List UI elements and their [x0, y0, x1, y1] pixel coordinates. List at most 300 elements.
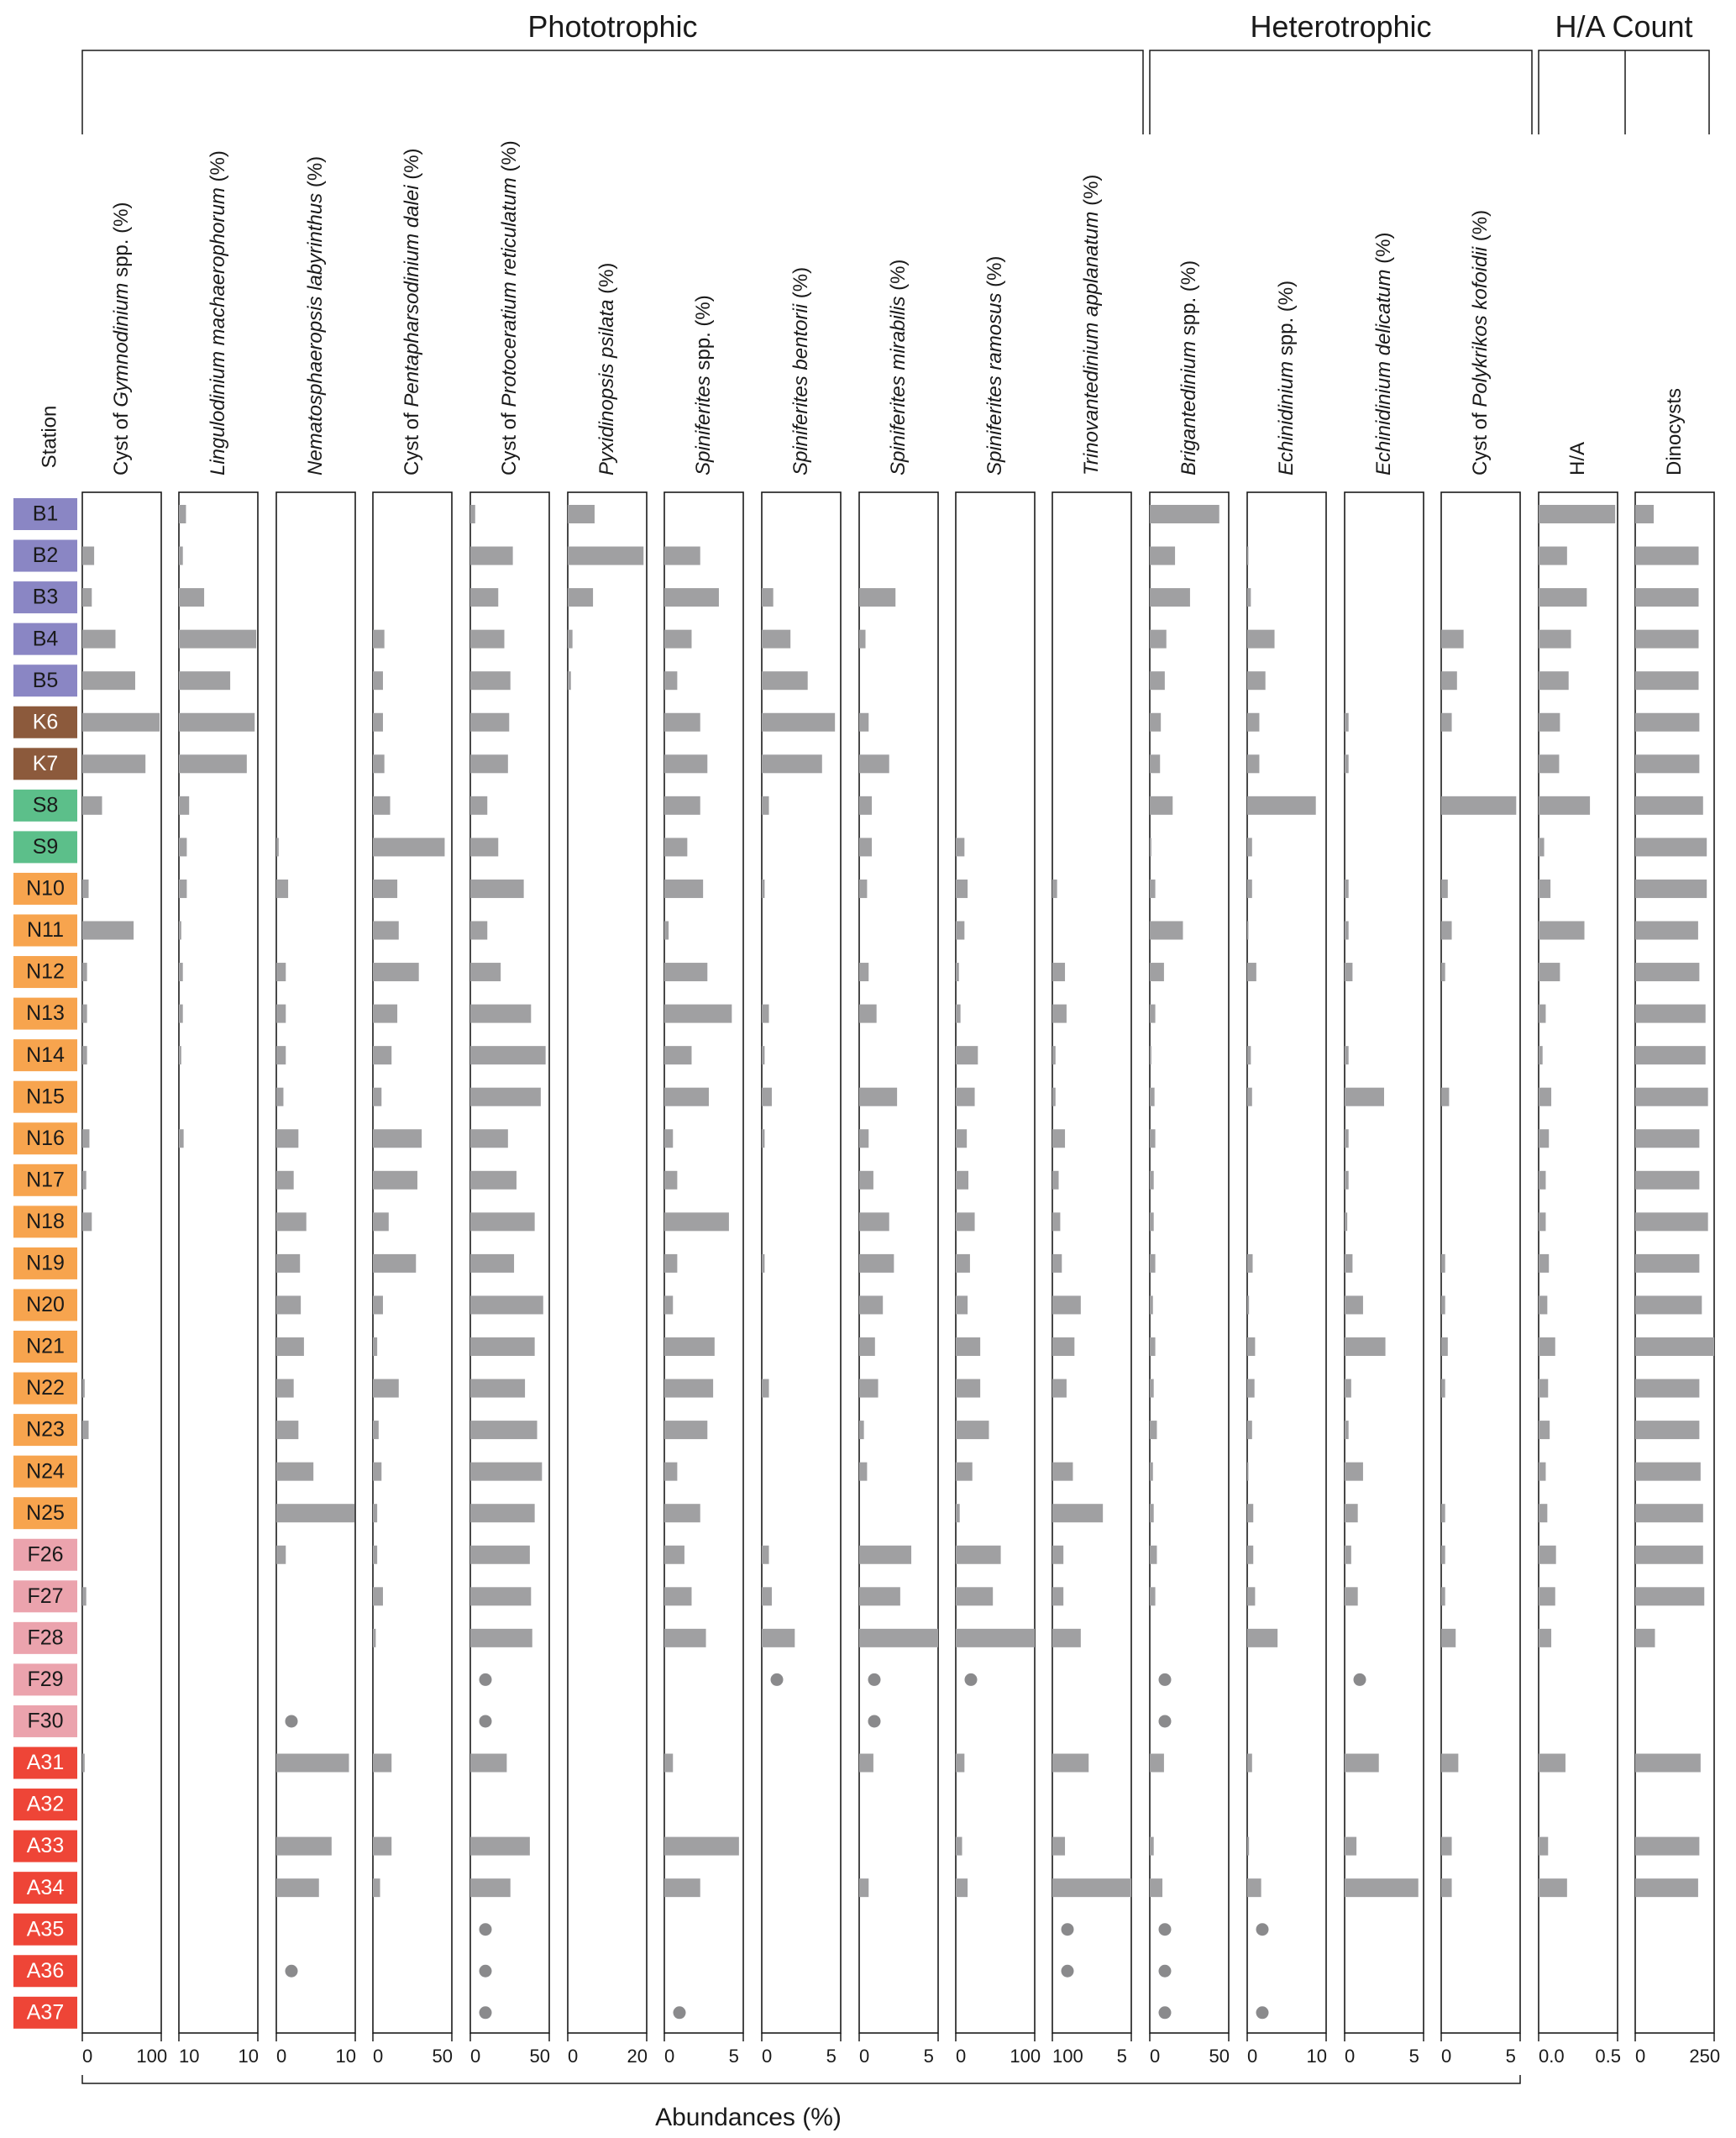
station-n17 — [13, 1164, 77, 1196]
bar — [470, 1587, 531, 1605]
bar — [1635, 1088, 1708, 1106]
bar — [1539, 1587, 1555, 1605]
station-f28 — [13, 1622, 77, 1654]
bar — [1345, 1587, 1358, 1605]
bar — [1635, 1504, 1703, 1522]
bar — [373, 1463, 381, 1481]
bar — [276, 1005, 286, 1023]
bar — [1539, 1295, 1547, 1314]
panel-3 — [276, 492, 356, 2067]
station-label: A37 — [26, 2000, 65, 2025]
bar — [470, 922, 487, 940]
bar — [82, 713, 160, 732]
bar — [179, 838, 186, 856]
station-label: N19 — [26, 1251, 65, 1275]
bar — [1441, 1837, 1452, 1856]
bar — [1539, 1379, 1548, 1398]
bar — [82, 1587, 87, 1605]
bar — [956, 1046, 978, 1064]
bar — [664, 1212, 729, 1231]
tick-label: 10 — [335, 2046, 356, 2067]
bar — [664, 1171, 677, 1190]
bar — [1150, 1837, 1154, 1856]
bar — [1150, 1212, 1154, 1231]
bar — [1247, 1379, 1255, 1398]
bar — [956, 880, 968, 898]
bar — [373, 1546, 377, 1564]
bar — [1539, 1504, 1547, 1522]
station-k6 — [13, 707, 77, 738]
bar — [1635, 963, 1699, 981]
panel-16 — [1539, 492, 1621, 2067]
bar — [664, 1129, 673, 1148]
bar — [1052, 1754, 1088, 1773]
bar — [1635, 1295, 1702, 1314]
bar — [179, 547, 183, 565]
bar — [470, 547, 513, 565]
bar — [1635, 713, 1699, 732]
bar — [1441, 922, 1452, 940]
bar — [1052, 1379, 1067, 1398]
label-part: Brigantedinium — [1177, 340, 1201, 475]
bar — [956, 1587, 993, 1605]
bar — [664, 1463, 677, 1481]
bar — [1635, 1463, 1701, 1481]
bar — [1150, 1005, 1156, 1023]
panel-9 — [859, 492, 938, 2067]
bar — [1441, 1878, 1452, 1897]
bar — [276, 1504, 354, 1522]
station-label: N23 — [26, 1417, 65, 1442]
station-a32 — [13, 1789, 77, 1820]
bar — [373, 1878, 380, 1897]
presence-dot — [1159, 1715, 1172, 1727]
station-label: B5 — [32, 668, 59, 692]
bar — [1150, 1171, 1154, 1190]
bar — [1345, 713, 1349, 732]
station-n21 — [13, 1331, 77, 1363]
bar — [859, 880, 867, 898]
bar — [1345, 1129, 1349, 1148]
bar — [1052, 1212, 1060, 1231]
bar — [276, 1379, 294, 1398]
station-n23 — [13, 1414, 77, 1446]
bar — [276, 1878, 319, 1897]
bar — [1539, 796, 1590, 815]
bar — [470, 1837, 530, 1856]
column-label-5 — [498, 140, 521, 475]
bar — [664, 1379, 713, 1398]
bar — [373, 1837, 391, 1856]
label-part: Echinidinium — [1275, 360, 1298, 475]
bar — [1345, 754, 1349, 773]
bar — [470, 1629, 532, 1647]
bar — [956, 1337, 980, 1356]
bar — [82, 1754, 85, 1773]
bar — [1635, 838, 1707, 856]
bar — [956, 1212, 975, 1231]
presence-dot — [480, 1965, 492, 1978]
bar — [1345, 1254, 1352, 1273]
bar — [762, 1005, 769, 1023]
tick-label: 0 — [1441, 2046, 1452, 2067]
bar — [179, 505, 186, 523]
bar — [1247, 1587, 1255, 1605]
bar — [1441, 880, 1448, 898]
tick-label: 0 — [762, 2046, 773, 2067]
bar — [1441, 630, 1464, 649]
station-label: A35 — [26, 1917, 65, 1941]
bar — [470, 630, 504, 649]
bar — [956, 963, 959, 981]
bar — [1052, 1295, 1081, 1314]
station-n10 — [13, 873, 77, 905]
station-label: N25 — [26, 1500, 65, 1525]
bar — [859, 1337, 875, 1356]
bar — [373, 754, 385, 773]
label-part: Protoceratium reticulatum — [498, 177, 522, 407]
bar — [1247, 630, 1275, 649]
station-n22 — [13, 1373, 77, 1405]
bar — [859, 1171, 873, 1190]
bar — [956, 1504, 960, 1522]
bar — [956, 1088, 975, 1106]
bar — [1150, 1046, 1151, 1064]
bar — [664, 1295, 673, 1314]
tick-label: 0 — [956, 2046, 967, 2067]
label-part: (%) — [887, 259, 910, 297]
label-part: (%) — [498, 140, 522, 178]
bar — [470, 796, 487, 815]
station-label: F26 — [27, 1542, 64, 1567]
bar — [276, 1463, 313, 1481]
bar — [1150, 1379, 1154, 1398]
bar — [276, 1129, 298, 1148]
tick-label: 20 — [627, 2046, 648, 2067]
bar — [1345, 1878, 1419, 1897]
label-part: Pentapharsodinium dalei — [401, 185, 424, 407]
bar — [179, 588, 204, 607]
bar — [276, 1754, 349, 1773]
presence-dot — [868, 1673, 881, 1686]
bar — [470, 1254, 514, 1273]
column-label-3 — [304, 156, 327, 475]
bar — [82, 1421, 89, 1439]
bar — [1539, 963, 1560, 981]
bar — [1150, 838, 1151, 856]
tick-label: 0 — [1247, 2046, 1258, 2067]
label-part: Spiniferites mirabilis — [887, 296, 910, 475]
bar — [82, 630, 115, 649]
bar — [664, 1504, 700, 1522]
bar — [1635, 922, 1698, 940]
bar — [470, 1463, 542, 1481]
tick-label: 5 — [1116, 2046, 1127, 2067]
bar — [276, 1337, 304, 1356]
station-label: K6 — [32, 710, 59, 734]
bar — [276, 1171, 294, 1190]
bar — [762, 754, 822, 773]
tick-label: 10 — [179, 2046, 200, 2067]
bar — [1345, 1421, 1349, 1439]
bar — [1150, 1463, 1153, 1481]
station-n14 — [13, 1039, 77, 1071]
bar — [276, 1088, 283, 1106]
bar — [1052, 1587, 1063, 1605]
panel-frame — [1052, 492, 1131, 2033]
bar — [1539, 1421, 1550, 1439]
bar — [1539, 1463, 1545, 1481]
bar — [373, 796, 391, 815]
bar — [664, 588, 719, 607]
bar — [1052, 1629, 1081, 1647]
bar — [1247, 547, 1248, 565]
bar — [470, 880, 524, 898]
bar — [179, 922, 181, 940]
tick-label: 10 — [238, 2046, 259, 2067]
bar — [859, 1379, 878, 1398]
bar — [373, 630, 385, 649]
bar — [568, 588, 593, 607]
bar — [762, 880, 764, 898]
panel-5 — [470, 492, 550, 2067]
label-part: spp. (%) — [692, 295, 716, 376]
station-label: B3 — [32, 585, 59, 609]
bar — [1441, 796, 1516, 815]
bar — [470, 1129, 508, 1148]
station-label: A31 — [26, 1751, 65, 1775]
bar — [1247, 1337, 1255, 1356]
bar — [956, 1463, 973, 1481]
bar — [1635, 754, 1699, 773]
label-part: (%) — [207, 150, 230, 188]
label-part: H/A — [1566, 441, 1590, 475]
bar — [179, 1005, 183, 1023]
label-part: Spiniferites bentorii — [789, 303, 813, 475]
group-headers — [82, 9, 1709, 134]
bar — [1345, 1046, 1349, 1064]
station-label: N16 — [26, 1126, 65, 1150]
station-label: N20 — [26, 1293, 65, 1317]
tick-label: 50 — [432, 2046, 453, 2067]
bar — [470, 963, 501, 981]
column-label-6 — [595, 263, 618, 475]
column-label-12 — [1177, 260, 1200, 475]
station-b2 — [13, 540, 77, 572]
bar — [1539, 1088, 1551, 1106]
tick-label: 0 — [82, 2046, 93, 2067]
station-label: N11 — [26, 918, 65, 943]
bar — [1247, 1046, 1251, 1064]
bar — [1247, 754, 1259, 773]
tick-label: 50 — [1209, 2046, 1230, 2067]
bar — [1345, 1337, 1386, 1356]
bar — [762, 1046, 764, 1064]
label-part: spp. (%) — [1275, 280, 1298, 361]
bar — [859, 713, 868, 732]
bar — [1539, 754, 1559, 773]
bar — [859, 630, 866, 649]
bar — [1635, 671, 1698, 690]
label-part: Pyxidinopsis psilata — [595, 299, 619, 475]
station-label: B1 — [32, 502, 59, 526]
bar — [82, 588, 92, 607]
bar — [1441, 713, 1452, 732]
bar — [373, 922, 399, 940]
bar — [1052, 1337, 1074, 1356]
bar — [956, 1379, 980, 1398]
bar — [568, 630, 573, 649]
bar — [859, 1088, 897, 1106]
panel-6 — [568, 492, 648, 2067]
bar — [1150, 505, 1219, 523]
bar — [1150, 671, 1165, 690]
tick-label: 0 — [568, 2046, 579, 2067]
bar — [1635, 1005, 1706, 1023]
bar — [373, 671, 383, 690]
column-label-13 — [1275, 281, 1298, 475]
label-part: Cyst of — [401, 407, 424, 475]
bar — [859, 1421, 864, 1439]
presence-dot — [480, 1715, 492, 1727]
bar — [1052, 1171, 1059, 1190]
tick-label: 10 — [1306, 2046, 1327, 2067]
station-a37 — [13, 1997, 77, 2029]
bar — [1441, 1546, 1445, 1564]
bar — [1052, 1546, 1063, 1564]
bar — [373, 713, 383, 732]
panel-14 — [1345, 492, 1424, 2067]
station-a34 — [13, 1872, 77, 1904]
bar — [276, 1295, 301, 1314]
label-part: Cyst of — [1469, 407, 1492, 475]
bar — [1247, 588, 1251, 607]
station-f26 — [13, 1539, 77, 1571]
tick-label: 100 — [1010, 2046, 1041, 2067]
presence-dot — [868, 1715, 881, 1727]
bar — [859, 1212, 889, 1231]
bar — [1635, 1129, 1699, 1148]
bar — [956, 1837, 962, 1856]
label-part: Dinocysts — [1663, 387, 1686, 475]
bar — [1635, 588, 1698, 607]
bar — [373, 1212, 389, 1231]
bar — [664, 880, 703, 898]
bar — [373, 1129, 422, 1148]
bar — [82, 963, 87, 981]
bar — [179, 796, 189, 815]
bar — [373, 963, 419, 981]
bar — [1052, 1046, 1056, 1064]
bar — [859, 1463, 867, 1481]
bar — [373, 1295, 383, 1314]
bar — [1441, 1587, 1445, 1605]
bar — [1247, 922, 1248, 940]
bar — [1635, 1254, 1699, 1273]
station-label: N21 — [26, 1334, 65, 1358]
bar — [664, 1587, 691, 1605]
bar — [276, 880, 288, 898]
bar — [1539, 1171, 1545, 1190]
bar — [664, 1088, 709, 1106]
bar — [373, 1005, 397, 1023]
presence-dot — [1159, 1673, 1172, 1686]
label-part: Spiniferites — [692, 376, 716, 475]
bar — [1635, 1046, 1706, 1064]
column-label-8 — [789, 267, 812, 475]
bar — [762, 1254, 764, 1273]
bar — [1052, 1504, 1103, 1522]
bar — [1345, 922, 1349, 940]
bar — [1441, 1295, 1445, 1314]
bar — [179, 671, 230, 690]
bar — [82, 1379, 85, 1398]
bar — [1150, 547, 1175, 565]
presence-dot — [1159, 1923, 1172, 1936]
bar — [956, 1254, 970, 1273]
bar — [373, 1754, 391, 1773]
bar — [664, 1254, 677, 1273]
tick-label: 5 — [1408, 2046, 1419, 2067]
station-label: F27 — [27, 1584, 64, 1608]
bar — [1150, 1088, 1155, 1106]
bar — [1247, 880, 1252, 898]
bar — [1635, 1629, 1655, 1647]
bar — [1150, 963, 1164, 981]
bar — [1247, 838, 1252, 856]
group-2 — [1150, 9, 1532, 134]
column-label-15 — [1469, 210, 1492, 475]
station-label: N10 — [26, 876, 65, 901]
station-label: S8 — [32, 793, 59, 817]
bar — [373, 1379, 399, 1398]
tick-label: 5 — [826, 2046, 837, 2067]
bar — [1345, 1463, 1363, 1481]
panel-4 — [373, 492, 453, 2067]
bar — [82, 754, 145, 773]
bar — [1539, 1212, 1545, 1231]
tick-label: 0.5 — [1595, 2046, 1622, 2067]
bar — [1635, 880, 1707, 898]
station-label: F28 — [27, 1626, 64, 1650]
bar — [859, 1005, 877, 1023]
station-label: N14 — [26, 1043, 65, 1067]
bar — [956, 1754, 964, 1773]
station-label: N24 — [26, 1459, 65, 1484]
station-n20 — [13, 1289, 77, 1321]
bar — [470, 838, 498, 856]
bar — [956, 1005, 961, 1023]
label-part: spp. (%) — [110, 202, 134, 283]
bar — [470, 713, 509, 732]
bar — [859, 1587, 900, 1605]
station-label: N17 — [26, 1168, 65, 1192]
bar — [470, 1754, 506, 1773]
column-label-17 — [1663, 388, 1686, 475]
panel-15 — [1441, 492, 1520, 2067]
bar — [1635, 1754, 1701, 1773]
bar — [1635, 1171, 1699, 1190]
bar — [1247, 671, 1266, 690]
bar — [859, 754, 889, 773]
bar — [1539, 671, 1569, 690]
bar — [1150, 1421, 1156, 1439]
bar — [470, 1504, 535, 1522]
presence-dot — [1256, 2006, 1269, 2019]
bar — [762, 1629, 795, 1647]
bar — [1539, 922, 1585, 940]
panel-frame — [568, 492, 647, 2033]
